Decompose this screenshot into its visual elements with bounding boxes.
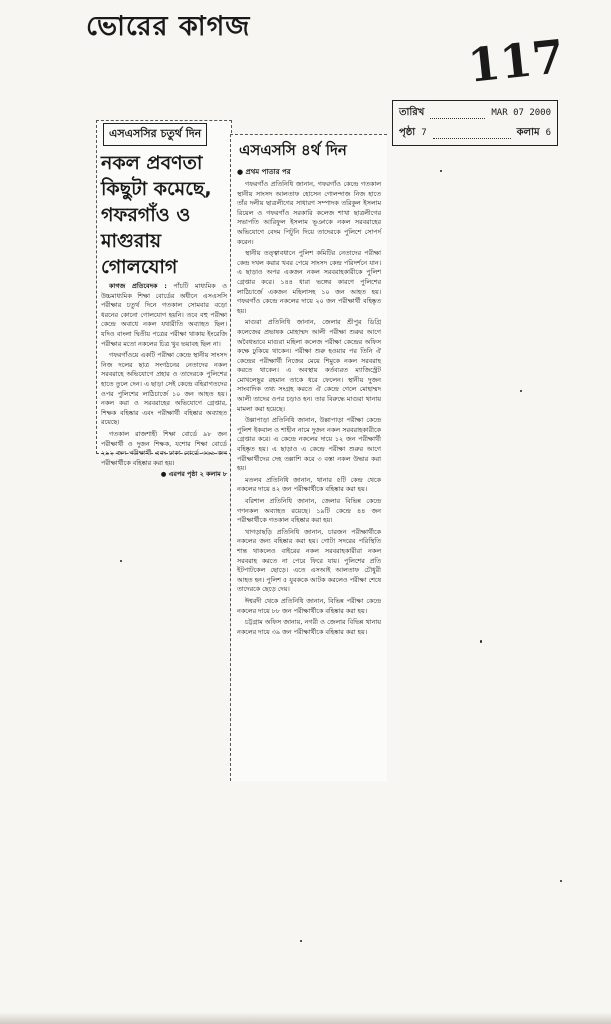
right-paragraph: ঈশ্বরদী থেকে প্রতিনিধি জানান, বিভিন্ন পরীক্ষা কেন্দ্রে নকলের দায়ে ৮৮ জন পরীক্ষার্থীকে বহিষ্কার করা হয়। bbox=[237, 596, 381, 615]
scan-speck bbox=[520, 390, 522, 392]
right-paragraph: উল্লাপাড়া প্রতিনিধি জানান, উল্লাপাড়া পরীক্ষা কেন্দ্রে পুলিশ ইকবাল ও শাহীন নামে দুজন নকল সরবরাহকারীকে গ্রেপ্তার করে। এ কেন্দ্রে নকলের দায়ে ১২ জন পরীক্ষার্থী বহিষ্কৃত হয়। এ ছাড়াও এ কেন্দ্রে পরীক্ষা শুরুর আগে পরীক্ষার্থীদের দেহ তল্লাশি করে ৩ বস্তা নকল উদ্ধার করা হয়। bbox=[237, 416, 381, 473]
left-clipping bbox=[96, 120, 232, 479]
left-paragraph: গফরগাঁওয়ে একটি পরীক্ষা কেন্দ্রে স্থানীয় সাংসদ নিজ দলের ছাত্র সংগঠনের নেতাদের নকল সরবরাহে অভিযোগে প্রহার ও তাদেরকে পুলিশের হাতে তুলে দেন। এ ছাড়া সেই কেন্দ্রে বহিরাগতদের ওপর পুলিশের লাঠিচার্জে ১০ জন আহত হয়। নকল করা ও সরবরাহের অভিযোগে গ্রেপ্তার, শিক্ষক বহিষ্কার এবং পরীক্ষার্থী বহিষ্কার অব্যাহত রয়েছে। bbox=[101, 351, 227, 427]
right-paragraph: স্থানীয় তত্ত্বাবধানে পুলিশ কমিটির নেতাদের পরীক্ষা কেন্দ্র দখল করার খবর পেয়ে সাংসদ কেন্দ্র পরিদর্শনে যান। এ ছাড়াও অপর একজন নকল সরবরাহকারীকে পুলিশ গ্রেপ্তার করে। ১৪৪ ধারা ভঙ্গের কারণে পুলিশের লাঠিচার্জে একজন মহিলাসহ ১০ জন আহত হয়। গফরগাঁও কেন্দ্রে নকলের দায়ে ২০ জন পরীক্ষার্থী বহিষ্কৃত হয়। bbox=[237, 249, 381, 315]
archive-stamp bbox=[392, 100, 558, 146]
reference-number: 117 bbox=[465, 29, 567, 93]
right-continued-from: ● প্রথম পাতার পর bbox=[237, 168, 291, 176]
left-headline: নকল প্রবণতা কিছুটা কমেছে, গফরগাঁও ও মাগুরায় গোলযোগ bbox=[101, 152, 212, 278]
scan-speck bbox=[300, 940, 302, 942]
right-clipping bbox=[230, 134, 387, 781]
right-paragraph: চট্টগ্রাম অফিস জানায়, নগরী ও জেলার বিভিন্ন থানায় নকলের দায়ে ৩৯ জন পরীক্ষার্থীকে বহিষ্কার করা হয়। bbox=[237, 618, 381, 636]
right-paragraph: মতলব প্রতিনিধি জানান, থানার ৫টি কেন্দ্র থেকে নকলের দায়ে ৪২ জন পরীক্ষার্থীকে বহিষ্কার করা হয়। bbox=[237, 475, 381, 494]
scan-speck bbox=[120, 560, 122, 562]
left-byline: কাগজ প্রতিবেদক : bbox=[109, 282, 167, 290]
scan-speck bbox=[440, 170, 442, 172]
page-bottom-edge bbox=[0, 1012, 611, 1024]
stamp-column-label: কলাম bbox=[516, 126, 540, 138]
stamp-date-label: তারিখ bbox=[399, 106, 425, 118]
left-continued: ● এরপর পৃষ্ঠা ২ কলাম ৮ bbox=[160, 470, 227, 479]
stamp-column-value: 6 bbox=[545, 128, 551, 138]
right-paragraph: গফরগাঁও প্রতিনিধি জানান, গফরগাঁও কেন্দ্রে গতকাল স্থানীয় সাংসদ আলতাফ হোসেন গোলন্দাজ নিজ হাতে তাঁর দলীয় ছাত্রলীগের সাধারণ সম্পাদক তরিকুল ইসলাম রিয়েল ও গফরগাঁও সরকারি কলেজ শাখা ছাত্রলীগের সভাপতি আরিফুল ইসলাম ভূঞাকে নকল সরবরাহের অভিযোগে বেদম পিটুনি দিয়ে তাদেরকে পুলিশে সোপর্দ করেন। bbox=[237, 180, 381, 246]
left-paragraph: পাঁচটি মাধ্যমিক ও উচ্চমাধ্যমিক শিক্ষা বোর্ডের অধীনে এসএসসি পরীক্ষার চতুর্থ দিনে গতকাল সোমবার বড়ো ধরনের কোনো গোলযোগ হয়নি। তবে বহু পরীক্ষা কেন্দ্রে অবাধে নকল যথারীতি অব্যাহত ছিল। যদিও বাংলা দ্বিতীয় পত্রের পরীক্ষা থাকায় ইংরেজি পরীক্ষার মতো নকলের চিত্র খুব ভয়াবহ ছিল না। bbox=[101, 282, 227, 348]
right-paragraph: খাগড়াছড়ি প্রতিনিধি জানান, চারজন পরীক্ষার্থীকে নকলের জন্য বহিষ্কার করা হয়। গোটা সদরের পরিস্থিতি শান্ত থাকলেও বাইরের নকল সরবরাহকারীরা নকল সরবরাহ করতে না পেরে ফিরে যায়। পুলিশের প্রতি ইটপাটকেল ছোড়ে। এতে এসআই আলতাফ চৌধুরী আহত হন। পুলিশ ৫ যুবককে আটক করলেও পরীক্ষা শেষে তাদেরকে ছেড়ে দেয়। bbox=[237, 527, 381, 594]
scan-speck bbox=[560, 880, 562, 882]
stamp-page-label: পৃষ্ঠা bbox=[399, 126, 416, 138]
stamp-page-value: 7 bbox=[421, 128, 427, 138]
right-paragraph: মাগুরা প্রতিনিধি জানান, জেলার শ্রীপুর ডিগ্রি কলেজের প্রভাষক মোহাম্মদ আলী পরীক্ষা শুরুর আগে অবৈধভাবে মাগুরা মহিলা কলেজ পরীক্ষা কেন্দ্রের অফিস কক্ষে ঢুকিয়ে থাকেন। পরীক্ষা শুরু হওয়ার পর তিনি ঐ কেন্দ্রের পরীক্ষার্থী নিজের মেয়ে শিমুকে নকল সরবরাহ করতে থাকেন। এ অবস্থায় কর্তব্যরত ম্যাজিস্ট্রেট মোখলেছুর রহমান তাকে ধরে ফেলেন। স্থানীয় দুজন সাংবাদিক তথ্য সংগ্রহ করতে ঐ কেন্দ্রে গেলে মোহাম্মদ আলী তাদের ওপর চড়াও হন। তার বিরুদ্ধে মাগুরা থানায় মামলা করা হয়েছে। bbox=[237, 318, 381, 413]
right-body bbox=[231, 180, 387, 637]
right-paragraph: বরিশাল প্রতিনিধি জানান, জেলার বিভিন্ন কেন্দ্রে গণনকল অব্যাহত রয়েছে। ১৯টি কেন্দ্রে ৪৪ জন পরীক্ষার্থীকে গতকাল বহিষ্কার করা হয়। bbox=[237, 497, 381, 525]
left-body bbox=[97, 282, 231, 480]
newspaper-masthead: ভোরের কাগজ bbox=[86, 11, 251, 42]
scan-speck bbox=[480, 640, 482, 643]
left-paragraph: গতকাল রাজশাহী শিক্ষা বোর্ডে ৯৮ জন পরীক্ষার্থী ও দুজন শিক্ষক, যশোর শিক্ষা বোর্ডে ২৯২ জন পরীক্ষার্থী এবং ঢাকা বোর্ডে ৩৬৬ জন পরীক্ষার্থীকে বহিষ্কার করা হয়। bbox=[101, 429, 227, 467]
stamp-date-value: MAR 07 2000 bbox=[491, 108, 551, 118]
left-kicker: এসএসসির চতুর্থ দিন bbox=[103, 123, 207, 146]
right-headline: এসএসসি ৪র্থ দিন bbox=[239, 141, 347, 159]
